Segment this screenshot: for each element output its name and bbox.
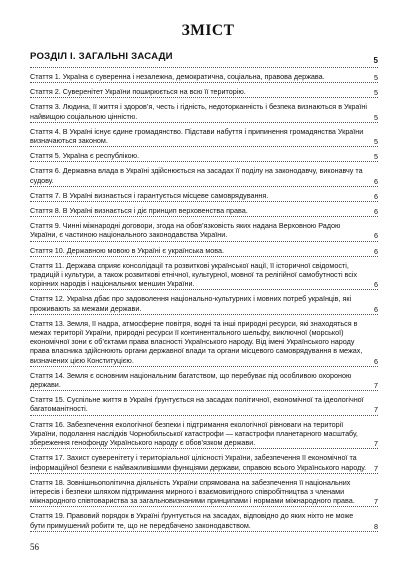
toc-entry[interactable] [30, 166, 378, 186]
toc-entry[interactable] [30, 221, 378, 241]
toc-entry-text: Стаття 11. Держава сприяє консолідації та розвиткові української нації, її історичної свідомості, традицій і культури, а також розвиткові етнічної, культурної, мовної та релігійної самобутності всіх корінних народів і національних меншин України. [30, 260, 358, 289]
toc-entry[interactable] [30, 87, 378, 98]
toc-entry[interactable] [30, 151, 378, 162]
toc-entry[interactable] [30, 395, 378, 415]
toc-entry-page: 7 [374, 497, 378, 507]
toc-entry[interactable] [30, 206, 378, 217]
toc-entry-page: 6 [374, 304, 378, 314]
toc-entry-page: 6 [374, 176, 378, 186]
toc-entry-page: 5 [374, 112, 378, 122]
toc-entry-page: 6 [374, 246, 378, 256]
toc-entry-text: Стаття 12. Україна дбає про задоволення національно-культурних і мовних потреб українців, які проживають за межами держави. [30, 294, 352, 313]
toc-entry-page: 6 [374, 356, 378, 366]
toc-entry-page: 5 [374, 152, 378, 162]
table-of-contents [30, 46, 378, 536]
toc-entry-text: Стаття 1. Україна є суверенна і незалежна, демократична, соціальна, правова держава. [30, 72, 325, 81]
toc-entry-text: Стаття 19. Правовий порядок в Україні ґрунтується на засадах, відповідно до яких ніхто не може бути примушений робити те, що не передбачено законодавством. [30, 511, 354, 530]
toc-entry[interactable] [30, 478, 378, 508]
toc-entry[interactable] [30, 319, 378, 367]
toc-entry-text: Стаття 13. Земля, її надра, атмосферне повітря, водні та інші природні ресурси, які знаходяться в межах території України, природні ресурси її континентального шельфу, виключної (морської) економічної зони є об’єктами права власності Українського народу. Від імені Українського народу права власника здійснюють органи державної влади та органи місцевого самоврядування в межах, визначених цією Конституцією. [30, 318, 363, 365]
toc-entry-text: Стаття 15. Суспільне життя в Україні ґрунтується на засадах політичної, економічної та ідеологічної багатоманітності. [30, 395, 364, 414]
toc-entry[interactable] [30, 102, 378, 122]
toc-entry-text: Стаття 18. Зовнішньополітична діяльність України спрямована на забезпечення її національних інтересів і безпеки шляхом підтримання мирного і взаємовигідного співробітництва з членами міжнародного співтовариства за загальновизнаними принципами і нормами міжнародного права. [30, 477, 355, 506]
toc-entry-text: Стаття 7. В Україні визнається і гарантується місцеве самоврядування. [30, 190, 269, 200]
toc-entry-page: 7 [374, 439, 378, 449]
toc-entry-page: 7 [374, 405, 378, 415]
toc-entry-page: 7 [374, 463, 378, 473]
toc-entry-text: Стаття 14. Земля є основним національним багатством, що перебуває під особливою охороною держави. [30, 370, 352, 390]
toc-entry-page: 6 [374, 191, 378, 201]
page-number: 56 [30, 542, 39, 552]
toc-entry-page: 5 [374, 137, 378, 147]
toc-entry[interactable] [30, 191, 378, 202]
toc-entry-text: Стаття 16. Забезпечення екологічної безпеки і підтримання екологічної рівноваги на території України, подолання наслідків Чорнобильської катастрофи — катастрофи планетарного масштабу, збереження генофонду Українського народу є обов’язком держави. [30, 419, 358, 448]
toc-entry-text: Стаття 8. В Україні визнається і діє принцип верховенства права. [30, 206, 248, 216]
toc-entry[interactable] [30, 261, 378, 291]
toc-entry[interactable] [30, 420, 378, 450]
toc-entry-text: Стаття 9. Чинні міжнародні договори, згода на обов’язковість яких надана Верховною Радою України, є частиною національного законодавства України. [30, 221, 341, 240]
toc-entry-text: Стаття 4. В Україні існує єдине громадянство. Підстави набуття і припинення громадянства України визначаються законом. [30, 126, 364, 146]
toc-entry[interactable] [30, 246, 378, 257]
toc-entry-page: 5 [374, 88, 378, 98]
toc-entry[interactable] [30, 453, 378, 473]
toc-entry-page: 5 [374, 73, 378, 82]
toc-entry-text: Стаття 17. Захист суверенітету і територіальної цілісності України, забезпечення її економічної та інформаційної безпеки є найважливішими функціями держави, справою всього Українського народу. [30, 453, 367, 472]
toc-entry[interactable] [30, 127, 378, 147]
section-label: РОЗДІЛ І. ЗАГАЛЬНІ ЗАСАДИ [30, 51, 173, 62]
toc-entry[interactable] [30, 371, 378, 391]
section-page-number: 5 [373, 56, 378, 65]
toc-entry-text: Стаття 10. Державною мовою в Україні є українська мова. [30, 245, 225, 255]
toc-entry-text: Стаття 2. Суверенітет України поширюється на всю її територію. [30, 87, 246, 97]
toc-entry[interactable] [30, 72, 378, 83]
toc-entry[interactable] [30, 511, 378, 531]
toc-entry-page: 6 [374, 207, 378, 217]
toc-entry-text: Стаття 3. Людина, її життя і здоров’я, честь і гідність, недоторканність і безпека визнаються в Україні найвищою соціальною цінністю. [30, 102, 367, 121]
toc-entry[interactable] [30, 294, 378, 314]
toc-entry-page: 6 [374, 280, 378, 290]
toc-entry-text: Стаття 5. Україна є республікою. [30, 151, 140, 161]
toc-section-row[interactable] [30, 46, 378, 68]
toc-entry-page: 7 [374, 381, 378, 391]
toc-entry-page: 6 [374, 231, 378, 241]
page-title: ЗМІСТ [181, 22, 235, 39]
toc-entry-page: 8 [374, 521, 378, 531]
toc-entry-text: Стаття 6. Державна влада в Україні здійснюється на засадах її поділу на законодавчу, виконавчу та судову. [30, 166, 363, 185]
